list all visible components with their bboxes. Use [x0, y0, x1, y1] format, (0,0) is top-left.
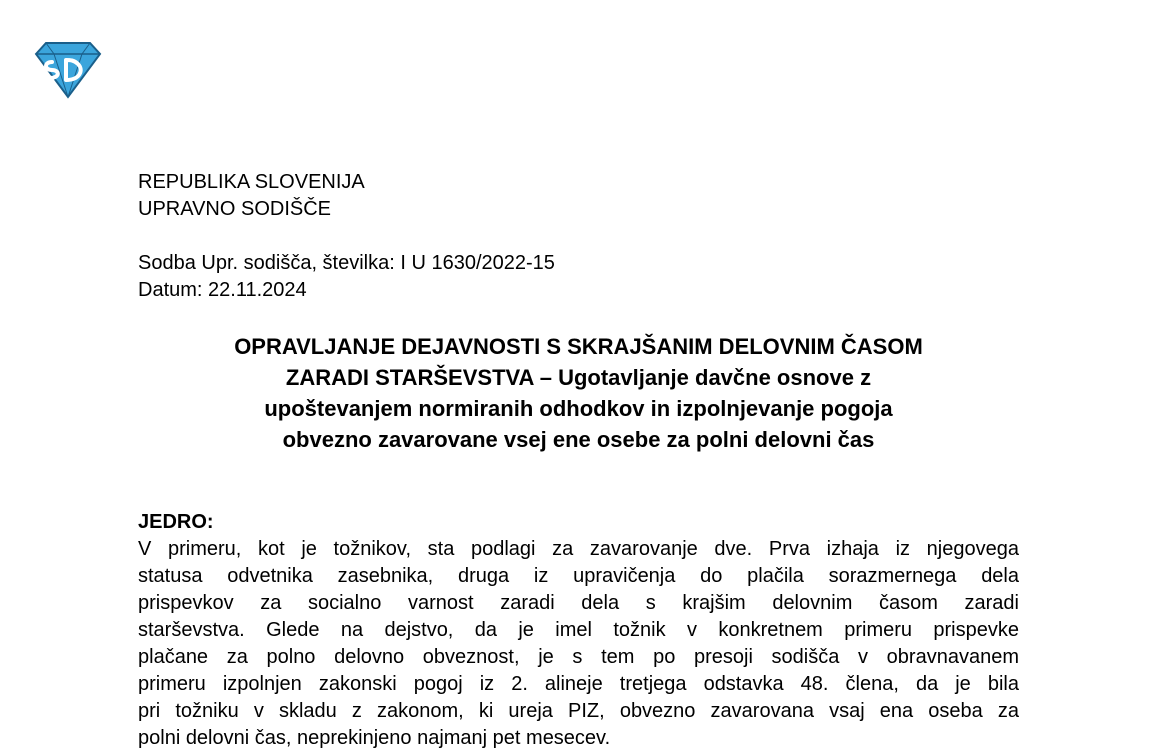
jedro-heading: JEDRO:	[138, 511, 214, 533]
paragraph-line: plačane za polno delovno obveznost, je s tem po presoji sodišča v obravnavanem	[138, 646, 1019, 668]
paragraph-line: polni delovni čas, neprekinjeno najmanj pet mesecev.	[138, 727, 611, 749]
court-diamond-logo-icon	[32, 40, 104, 100]
title-line: obvezno zavarovane vsej ene osebe za polni delovni čas	[282, 427, 875, 452]
case-number: Sodba Upr. sodišča, številka: I U 1630/2022-15	[138, 252, 555, 274]
court-header	[138, 169, 365, 223]
title-line: upoštevanjem normiranih odhodkov in izpolnjevanje pogoja	[264, 396, 893, 421]
paragraph-line: prispevkov za socialno varnost zaradi dela s krajšim delovnim časom zaradi	[138, 592, 1019, 614]
paragraph-line: V primeru, kot je tožnikov, sta podlagi za zavarovanje dve. Prva izhaja iz njegovega	[138, 538, 1019, 560]
title-line: ZARADI STARŠEVSTVA – Ugotavljanje davčne osnove z	[285, 365, 872, 390]
case-reference	[138, 250, 555, 304]
paragraph-line: statusa odvetnika zasebnika, druga iz upravičenja do plačila sorazmernega dela	[138, 565, 1019, 587]
header-court: UPRAVNO SODIŠČE	[138, 198, 331, 220]
title-line: OPRAVLJANJE DEJAVNOSTI S SKRAJŠANIM DELOVNIM ČASOM	[234, 334, 923, 359]
court-logo	[32, 40, 104, 100]
case-date: Datum: 22.11.2024	[138, 279, 307, 301]
paragraph-line: primeru izpolnjen zakonski pogoj iz 2. alineje tretjega odstavka 48. člena, da je bila	[138, 673, 1019, 695]
header-country: REPUBLIKA SLOVENIJA	[138, 171, 365, 193]
jedro-paragraph	[138, 536, 1019, 752]
document-title	[138, 331, 1019, 455]
paragraph-line: pri tožniku v skladu z zakonom, ki ureja PIZ, obvezno zavarovana vsaj ena oseba za	[138, 700, 1019, 722]
paragraph-line: starševstva. Glede na dejstvo, da je imel tožnik v konkretnem primeru prispevke	[138, 619, 1019, 641]
